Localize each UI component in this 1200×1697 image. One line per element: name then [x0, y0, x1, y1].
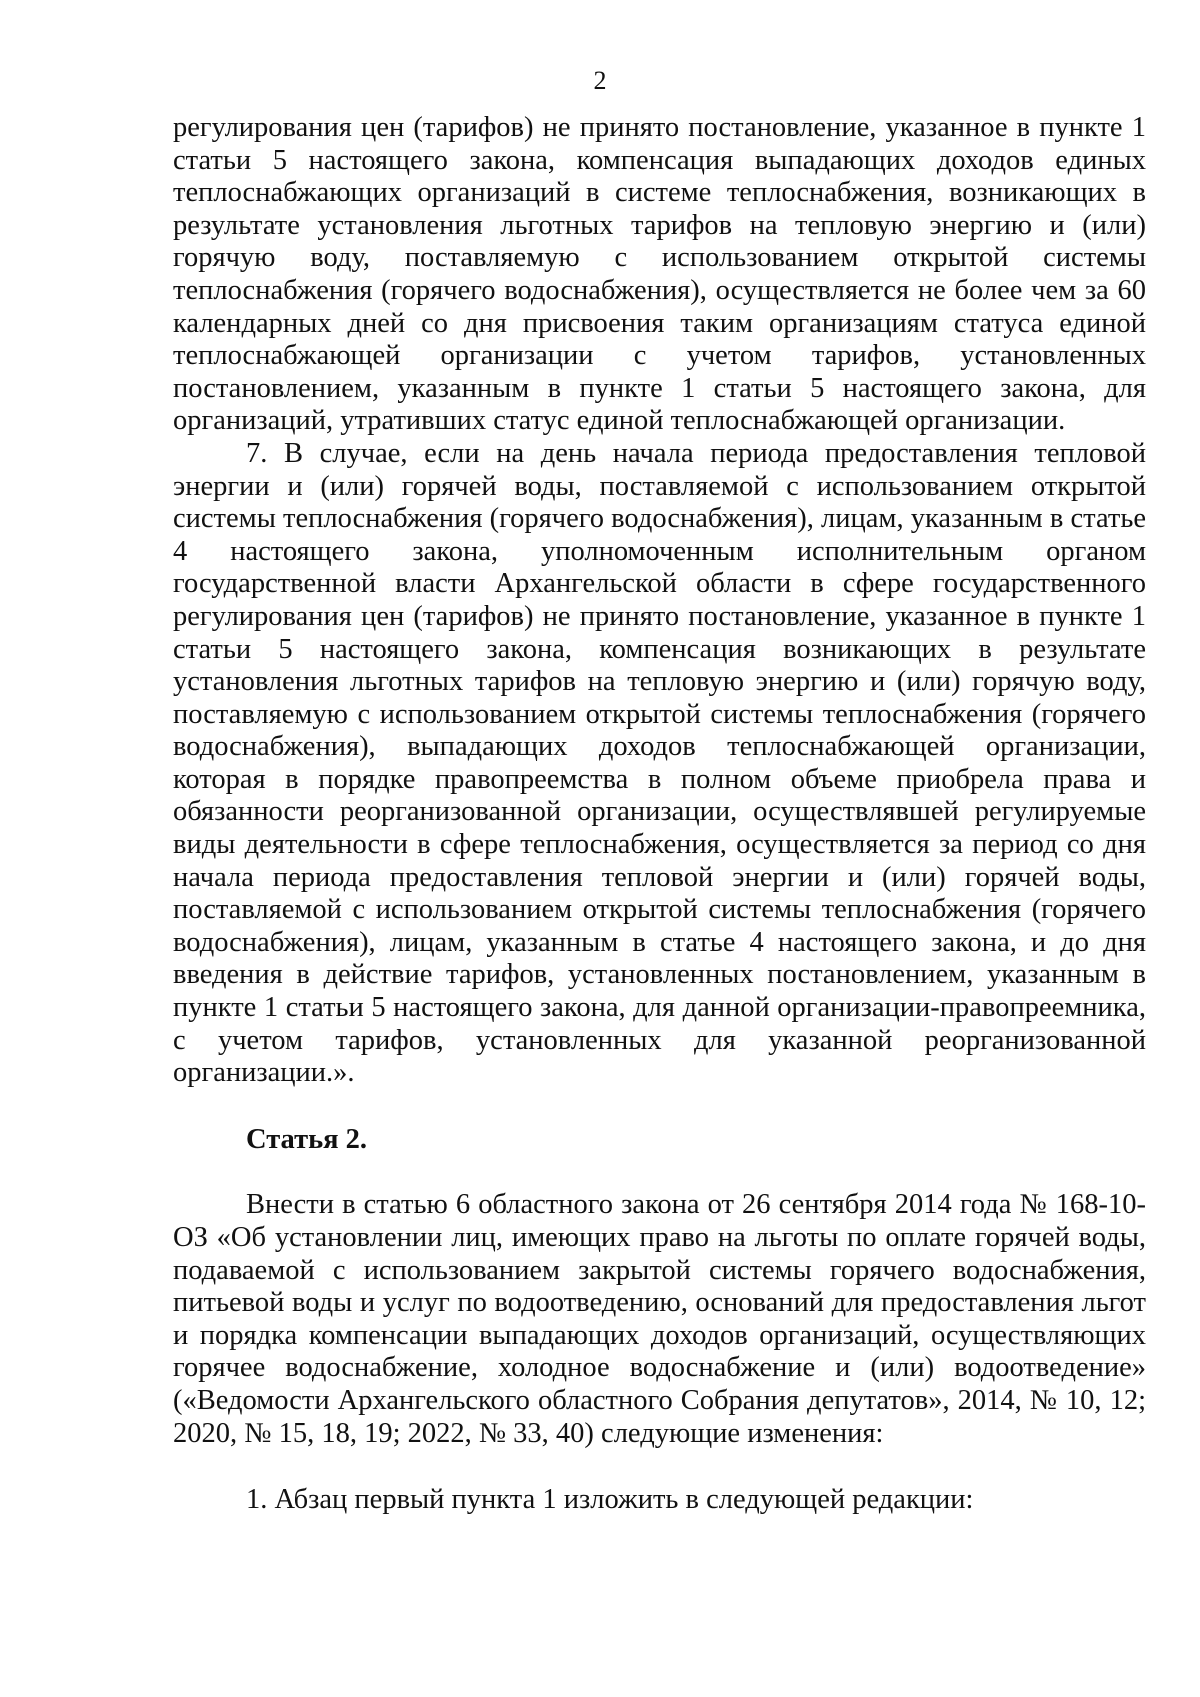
paragraph-item-1: 1. Абзац первый пункта 1 изложить в следующей редакции: [246, 1484, 974, 1516]
article-2-heading: Статья 2. [246, 1123, 368, 1155]
spacer [173, 1450, 1146, 1484]
paragraph-article-2-intro: Внести в статью 6 областного закона от 26 сентября 2014 года № 168-10-ОЗ «Об установлении лиц, имеющих право на льготы по оплате горячей воды, подаваемой с использованием закрытой системы горячего водоснабжения, питьевой воды и услуг по водоотведению, оснований для предоставления льгот и порядка компенсации выпадающих доходов организаций, осуществляющих горячее водоснабжение, холодное водоснабжение и (или) водоотведение» («Ведомости Архангельского областного Собрания депутатов», 2014, № 10, 12; 2020, № 15, 18, 19; 2022, № 33, 40) следующие изменения: [173, 1189, 1146, 1449]
spacer [173, 1156, 1146, 1189]
spacer [173, 1090, 1146, 1124]
page-number: 2 [593, 66, 607, 95]
paragraph-item-7: 7. В случае, если на день начала периода предоставления тепловой энергии и (или) горячей воды, поставляемой с использованием открытой системы теплоснабжения (горячего водоснабжения), лицам, указанным в статье 4 настоящего закона, уполномоченным исполнительным органом государственной власти Архангельской области в сфере государственного регулирования цен (тарифов) не принято постановление, указанное в пункте 1 статьи 5 настоящего закона, компенсация возникающих в результате установления льготных тарифов на тепловую энергию и (или) горячую воду, поставляемую с использованием открытой системы теплоснабжения (горячего водоснабжения), выпадающих доходов теплоснабжающей организации, которая в порядке правопреемства в полном объеме приобрела права и обязанности реорганизованной организации, осуществлявшей регулируемые виды деятельности в сфере теплоснабжения, осуществляется за период со дня начала периода предоставления тепловой энергии и (или) горячей воды, поставляемой с использованием открытой системы теплоснабжения (горячего водоснабжения), лицам, указанным в статье 4 настоящего закона, и до дня введения в действие тарифов, установленных постановлением, указанным в пункте 1 статьи 5 настоящего закона, для данной организации-правопреемника, с учетом тарифов, установленных для указанной реорганизованной организации.». [173, 437, 1146, 1089]
paragraph-continuation: регулирования цен (тарифов) не принято постановление, указанное в пункте 1 статьи 5 настоящего закона, компенсация выпадающих доходов единых теплоснабжающих организаций в системе теплоснабжения, возникающих в результате установления льготных тарифов на тепловую энергию и (или) горячую воду, поставляемую с использованием открытой системы теплоснабжения (горячего водоснабжения), осуществляется не более чем за 60 календарных дней со дня присвоения таким организациям статуса единой теплоснабжающей организации с учетом тарифов, установленных постановлением, указанным в пункте 1 статьи 5 настоящего закона, для организаций, утративших статус единой теплоснабжающей организации. [173, 112, 1146, 437]
document-body [173, 112, 1146, 1517]
